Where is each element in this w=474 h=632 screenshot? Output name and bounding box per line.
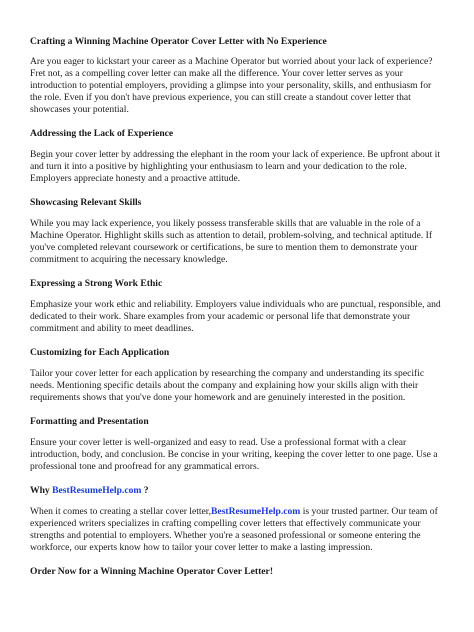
section-heading-formatting: Formatting and Presentation [30,416,149,427]
why-paragraph-start: When it comes to creating a stellar cover letter, [30,506,212,517]
section-body-customizing: Tailor your cover letter for each application by researching the company and understanding its specific needs. Mentioning specific details about the company and explaining how your skills align with their requirements shows that you've done your homework and are genuinely interested in the position. [30,368,425,403]
section-heading-work-ethic: Expressing a Strong Work Ethic [30,278,163,289]
why-suffix: ? [141,485,149,496]
why-prefix: Why [30,485,53,496]
why-heading [30,485,444,497]
why-paragraph [30,506,444,554]
why-paragraph-end: is your trusted partner. Our team of experienced writers specializes in crafting compelling cover letters that effectively communicate your strengths and potential to employers. Whether you're a seasoned professional or someone entering the workforce, our experts know how to tailor your cover letter to make a lasting impression. [30,506,438,553]
why-link[interactable]: BestResumeHelp.com [52,485,142,496]
section-body-formatting: Ensure your cover letter is well-organized and easy to read. Use a professional format with a clear introduction, body, and conclusion. Be concise in your writing, keeping the cover letter to one page. Use a professional tone and proofread for any grammatical errors. [30,437,438,472]
section-heading-relevant-skills: Showcasing Relevant Skills [30,197,142,208]
section-body-lack-of-experience: Begin your cover letter by addressing the elephant in the room your lack of experience. Be upfront about it and turn it into a positive by highlighting your enthusiasm to learn and your dedication to the role. Employers appreciate honesty and a proactive attitude. [30,149,441,184]
document-title: Crafting a Winning Machine Operator Cover Letter with No Experience [30,36,327,47]
section-body-work-ethic: Emphasize your work ethic and reliability. Employers value individuals who are punctual, responsible, and dedicated to their work. Share examples from your academic or personal life that demonstrate your commitment and ability to meet deadlines. [30,299,441,334]
call-to-action: Order Now for a Winning Machine Operator Cover Letter! [30,566,274,577]
section-body-relevant-skills: While you may lack experience, you likely possess transferable skills that are valuable in the role of a Machine Operator. Highlight skills such as attention to detail, problem-solving, and technical aptitude. If you've completed relevant coursework or certifications, be sure to mention them to demonstrate your commitment to acquiring the necessary knowledge. [30,218,433,265]
section-heading-lack-of-experience: Addressing the Lack of Experience [30,128,174,139]
intro-paragraph: Are you eager to kickstart your career as a Machine Operator but worried about your lack of experience? Fret not, as a compelling cover letter can make all the difference. Your cover letter serves as your introduction to potential employers, providing a glimpse into your personality, skills, and enthusiasm for the role. Even if you don't have previous experience, you can still create a standout cover letter that showcases your potential. [30,56,433,115]
why-paragraph-link[interactable]: BestResumeHelp.com [211,506,301,517]
section-heading-customizing: Customizing for Each Application [30,347,170,358]
